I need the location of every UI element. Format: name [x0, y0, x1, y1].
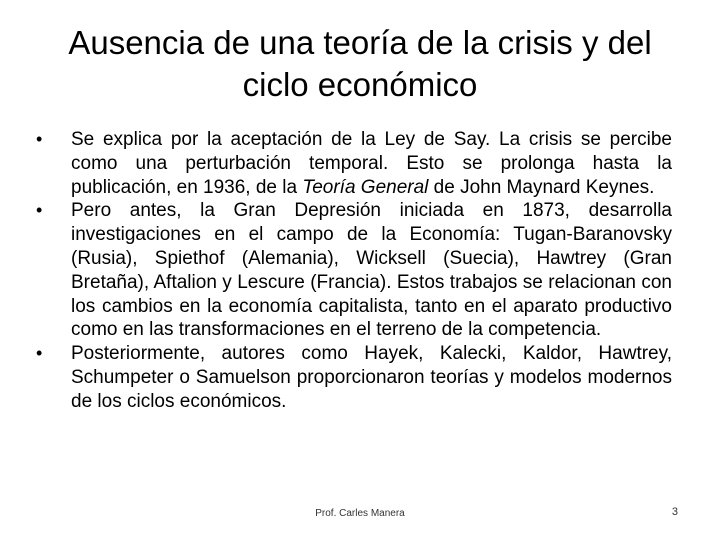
- bullet-dot-icon: •: [36, 200, 43, 221]
- bullet-text-part: Se explica por la aceptación de la Ley de Say. La crisis se percibe como una perturbación temporal. Esto se prolonga hasta la publicación, en 1936, de la: [71, 129, 672, 198]
- title-line-1: Ausencia de una teoría de la crisis y del: [68, 24, 652, 61]
- bullet-dot-icon: •: [36, 129, 43, 149]
- bullet-dot-icon: •: [36, 343, 43, 364]
- bullet-item-ley-de-say: [36, 128, 672, 199]
- bullet-item-gran-depresion: [36, 199, 672, 342]
- slide-title: [30, 22, 690, 106]
- bullet-item-posteriormente: [36, 342, 672, 413]
- page-number: 3: [671, 506, 678, 518]
- book-title-italic: Teoría General: [302, 176, 429, 198]
- bullet-text: Pero antes, la Gran Depresión iniciada en 1873, desarrolla investigaciones en el campo de la Economía: Tugan-Baranovsky (Rusia), Spiethof (Alemania), Wicksell (Suecia), Hawtrey (Gran Bretaña), Aftalion y Lescure (Francia). Estos trabajos se relacionan con los cambios en la economía capitalista, tanto en el aparato productivo como en las transformaciones en el terreno de la competencia.: [71, 200, 672, 341]
- footer-author: Prof. Carles Manera: [315, 508, 405, 519]
- bullet-text-part: de John Maynard Keynes.: [428, 176, 655, 198]
- title-line-2: ciclo económico: [242, 66, 478, 103]
- bullet-text: Posteriormente, autores como Hayek, Kalecki, Kaldor, Hawtrey, Schumpeter o Samuelson proporcionaron teorías y modelos modernos de los ciclos económicos.: [71, 343, 672, 412]
- bullet-list: [36, 128, 672, 414]
